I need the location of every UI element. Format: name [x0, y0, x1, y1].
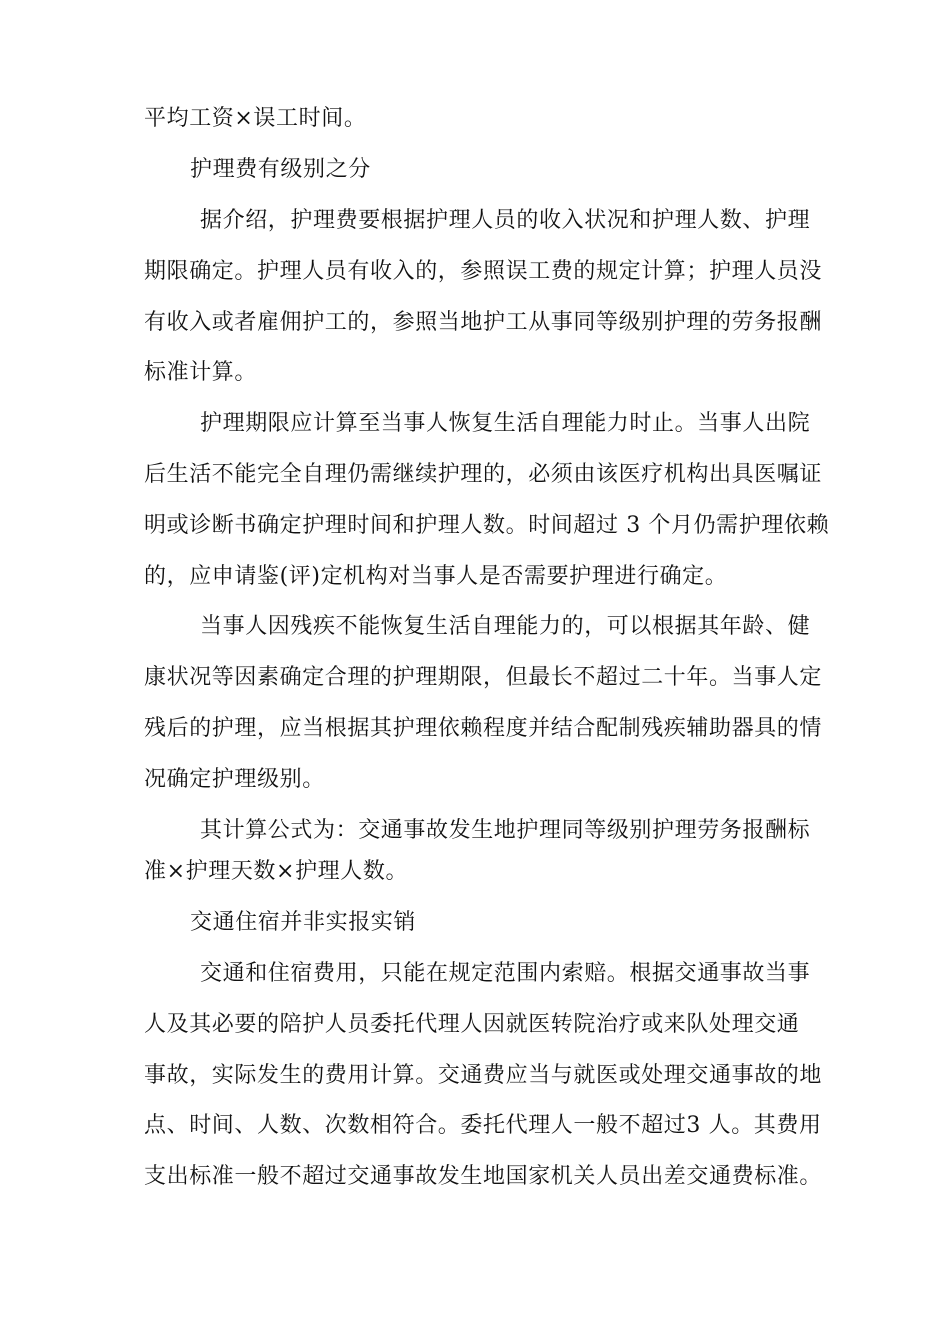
paragraph-line: 平均工资×误工时间。: [144, 106, 367, 131]
paragraph-line: 后生活不能完全自理仍需继续护理的，必须由该医疗机构出具医嘱证: [144, 462, 823, 487]
paragraph-line: 支出标准一般不超过交通事故发生地国家机关人员出差交通费标准。: [144, 1164, 823, 1189]
paragraph-line: 准×护理天数×护理人数。: [144, 859, 409, 884]
section-heading: 护理费有级别之分: [190, 157, 371, 182]
paragraph-line: 护理期限应计算至当事人恢复生活自理能力时止。当事人出院: [200, 411, 811, 436]
paragraph-line: 期限确定。护理人员有收入的，参照误工费的规定计算；护理人员没: [144, 259, 823, 284]
paragraph-line: 事故，实际发生的费用计算。交通费应当与就医或处理交通事故的地: [144, 1063, 823, 1088]
paragraph-line: 残后的护理，应当根据其护理依赖程度并结合配制残疾辅助器具的情: [144, 716, 823, 741]
paragraph-line: 康状况等因素确定合理的护理期限，但最长不超过二十年。当事人定: [144, 665, 823, 690]
paragraph-line: 的，应申请鉴(评)定机构对当事人是否需要护理进行确定。: [144, 564, 728, 589]
paragraph-line: 有收入或者雇佣护工的，参照当地护工从事同等级别护理的劳务报酬: [144, 310, 823, 335]
paragraph-line: 况确定护理级别。: [144, 767, 325, 792]
paragraph-line: 据介绍，护理费要根据护理人员的收入状况和护理人数、护理: [200, 208, 811, 233]
paragraph-line: 标准计算。: [144, 360, 258, 385]
section-heading: 交通住宿并非实报实销: [190, 910, 417, 935]
paragraph-line: 人及其必要的陪护人员委托代理人因就医转院治疗或来队处理交通: [144, 1012, 800, 1037]
paragraph-line: 点、时间、人数、次数相符合。委托代理人一般不超过3 人。其费用: [144, 1113, 822, 1138]
paragraph-line: 当事人因残疾不能恢复生活自理能力的，可以根据其年龄、健: [200, 614, 811, 639]
paragraph-line: 明或诊断书确定护理时间和护理人数。时间超过 3 个月仍需护理依赖: [144, 513, 830, 538]
paragraph-line: 交通和住宿费用，只能在规定范围内索赔。根据交通事故当事: [200, 961, 811, 986]
paragraph-line: 其计算公式为：交通事故发生地护理同等级别护理劳务报酬标: [200, 818, 811, 843]
